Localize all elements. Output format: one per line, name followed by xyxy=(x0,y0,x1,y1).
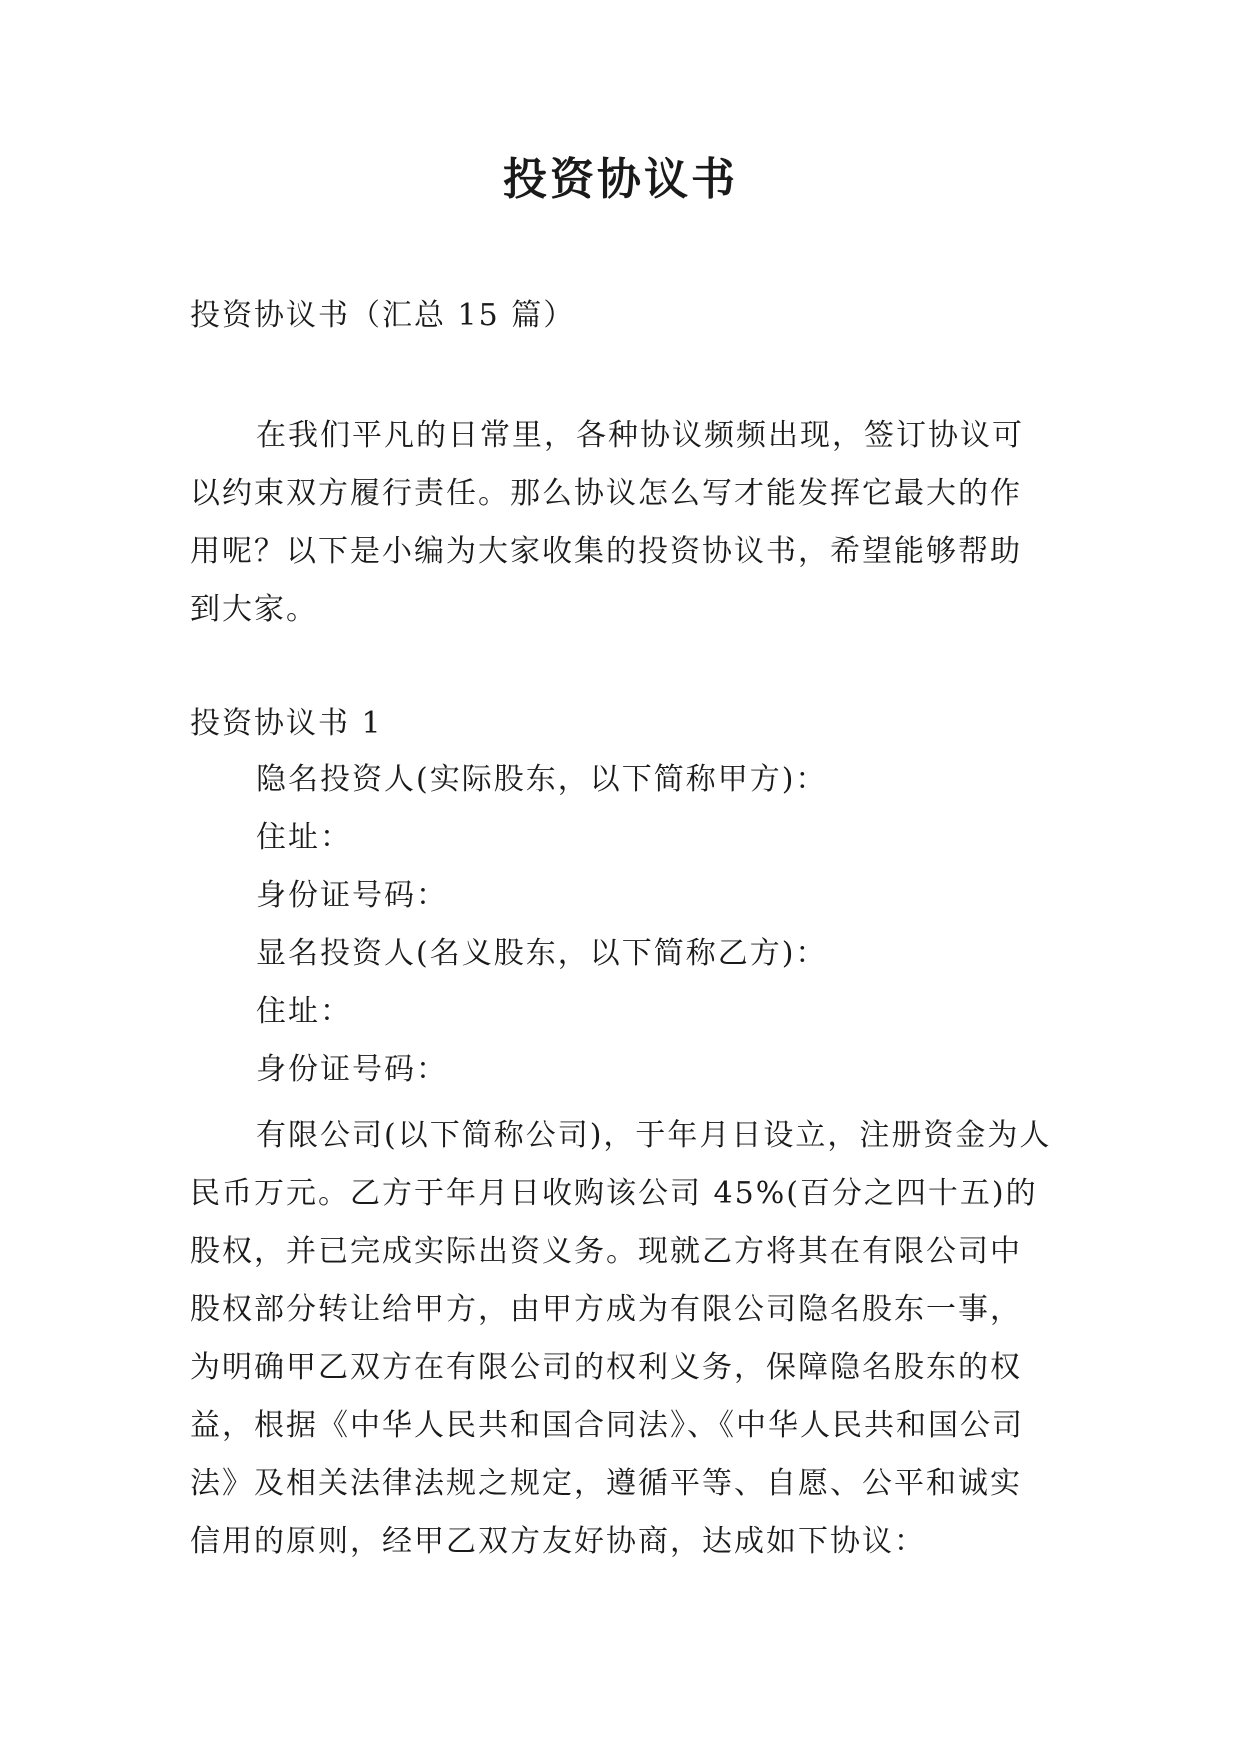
document-subtitle: 投资协议书（汇总 15 篇） xyxy=(190,298,576,333)
intro-paragraph: 在我们平凡的日常里，各种协议频频出现，签订协议可以约束双方履行责任。那么协议怎么写才能发挥它最大的作用呢？以下是小编为大家收集的投资协议书，希望能够帮助到大家。 xyxy=(190,418,1024,627)
party-b-id-field: 身份证号码： xyxy=(256,1052,448,1087)
party-b-address-field: 住址： xyxy=(256,994,352,1029)
hidden-investor-field: 隐名投资人(实际股东，以下简称甲方)： xyxy=(256,762,828,797)
document-title: 投资协议书 xyxy=(503,154,738,205)
party-a-address-field: 住址： xyxy=(256,820,352,855)
section-heading: 投资协议书 1 xyxy=(190,706,383,741)
party-a-id-field: 身份证号码： xyxy=(256,878,448,913)
agreement-paragraph: 有限公司(以下简称公司)，于年月日设立，注册资金为人民币万元。乙方于年月日收购该公司 45%(百分之四十五)的股权，并已完成实际出资义务。现就乙方将其在有限公司中股权部分转让给甲方，由甲方成为有限公司隐名股东一事，为明确甲乙双方在有限公司的权利义务，保障隐名股东的权益，根据《中华人民共和国合同法》、《中华人民共和国公司法》及相关法律法规之规定，遵循平等、自愿、公平和诚实信用的原则，经甲乙双方友好协商，达成如下协议： xyxy=(190,1118,1052,1559)
party-info-fields xyxy=(256,756,1056,1104)
named-investor-field: 显名投资人(名义股东，以下简称乙方)： xyxy=(256,936,828,971)
